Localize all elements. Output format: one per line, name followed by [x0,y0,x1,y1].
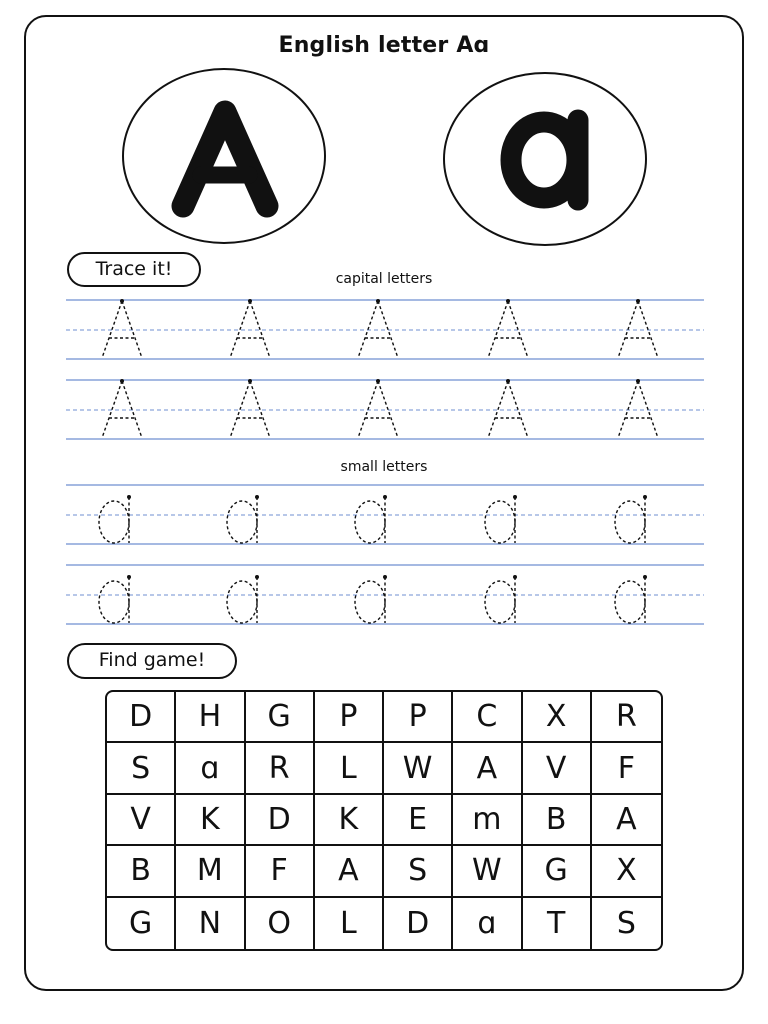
start-dot [643,495,647,499]
grid-cell[interactable]: L [315,898,384,949]
start-dot [127,575,131,579]
trace-letter-a [227,577,257,623]
grid-cell[interactable]: A [592,795,661,846]
start-dot [248,299,252,303]
start-dot [376,299,380,303]
start-dot [636,299,640,303]
grid-cell[interactable]: M [176,846,245,897]
grid-cell[interactable]: P [384,692,453,743]
grid-cell[interactable]: K [315,795,384,846]
grid-cell[interactable]: A [315,846,384,897]
capital-letters-label: capital letters [335,271,433,287]
grid-cell[interactable]: m [453,795,522,846]
trace-letter-a [227,497,257,543]
page-title: English letter Aɑ [278,33,490,58]
grid-cell[interactable]: E [384,795,453,846]
grid-cell[interactable]: B [523,795,592,846]
grid-cell[interactable]: W [453,846,522,897]
grid-cell[interactable]: H [176,692,245,743]
grid-cell[interactable]: L [315,743,384,794]
grid-cell[interactable]: D [384,898,453,949]
grid-cell[interactable]: G [523,846,592,897]
grid-cell[interactable]: X [523,692,592,743]
start-dot [376,379,380,383]
trace-letter-a [485,577,515,623]
grid-cell[interactable]: P [315,692,384,743]
trace-letter-a [355,497,385,543]
start-dot [127,495,131,499]
grid-cell[interactable]: V [107,795,176,846]
grid-cell[interactable]: O [246,898,315,949]
start-dot [120,379,124,383]
grid-cell[interactable]: D [246,795,315,846]
grid-cell[interactable]: N [176,898,245,949]
grid-cell[interactable]: S [107,743,176,794]
grid-cell[interactable]: ɑ [453,898,522,949]
start-dot [506,379,510,383]
grid-cell[interactable]: G [107,898,176,949]
small-letters-label: small letters [340,459,428,475]
grid-cell[interactable]: C [453,692,522,743]
grid-cell[interactable]: S [616,905,636,941]
grid-cell[interactable]: K [176,795,245,846]
grid-cell[interactable]: ɑ [176,743,245,794]
start-dot [643,575,647,579]
trace-letter-a [99,577,129,623]
grid-cell[interactable]: D [107,692,176,743]
trace-letter-a [485,497,515,543]
start-dot [506,299,510,303]
start-dot [255,575,259,579]
trace-letter-A [618,381,658,438]
start-dot [255,495,259,499]
find-game-grid [105,690,663,951]
start-dot [513,495,517,499]
trace-letter-a [355,577,385,623]
grid-cell[interactable]: V [523,743,592,794]
trace-it-label: Trace it! [67,252,201,287]
trace-letter-a [615,497,645,543]
grid-cell[interactable]: R [246,743,315,794]
grid-cell[interactable]: T [523,898,592,949]
start-dot [636,379,640,383]
grid-cell[interactable]: F [246,846,315,897]
start-dot [383,575,387,579]
start-dot [248,379,252,383]
grid-cell[interactable]: F [592,743,661,794]
trace-letter-a [615,577,645,623]
grid-cell[interactable]: G [246,692,315,743]
start-dot [513,575,517,579]
grid-cell[interactable]: R [592,692,661,743]
trace-letter-A [618,301,658,358]
grid-cell[interactable]: S [384,846,453,897]
find-game-label: Find game! [67,643,237,679]
start-dot [383,495,387,499]
grid-cell[interactable]: A [453,743,522,794]
grid-cell[interactable]: X [592,846,661,897]
grid-cell[interactable]: W [384,743,453,794]
start-dot [120,299,124,303]
grid-cell[interactable]: B [107,846,176,897]
trace-letter-a [99,497,129,543]
